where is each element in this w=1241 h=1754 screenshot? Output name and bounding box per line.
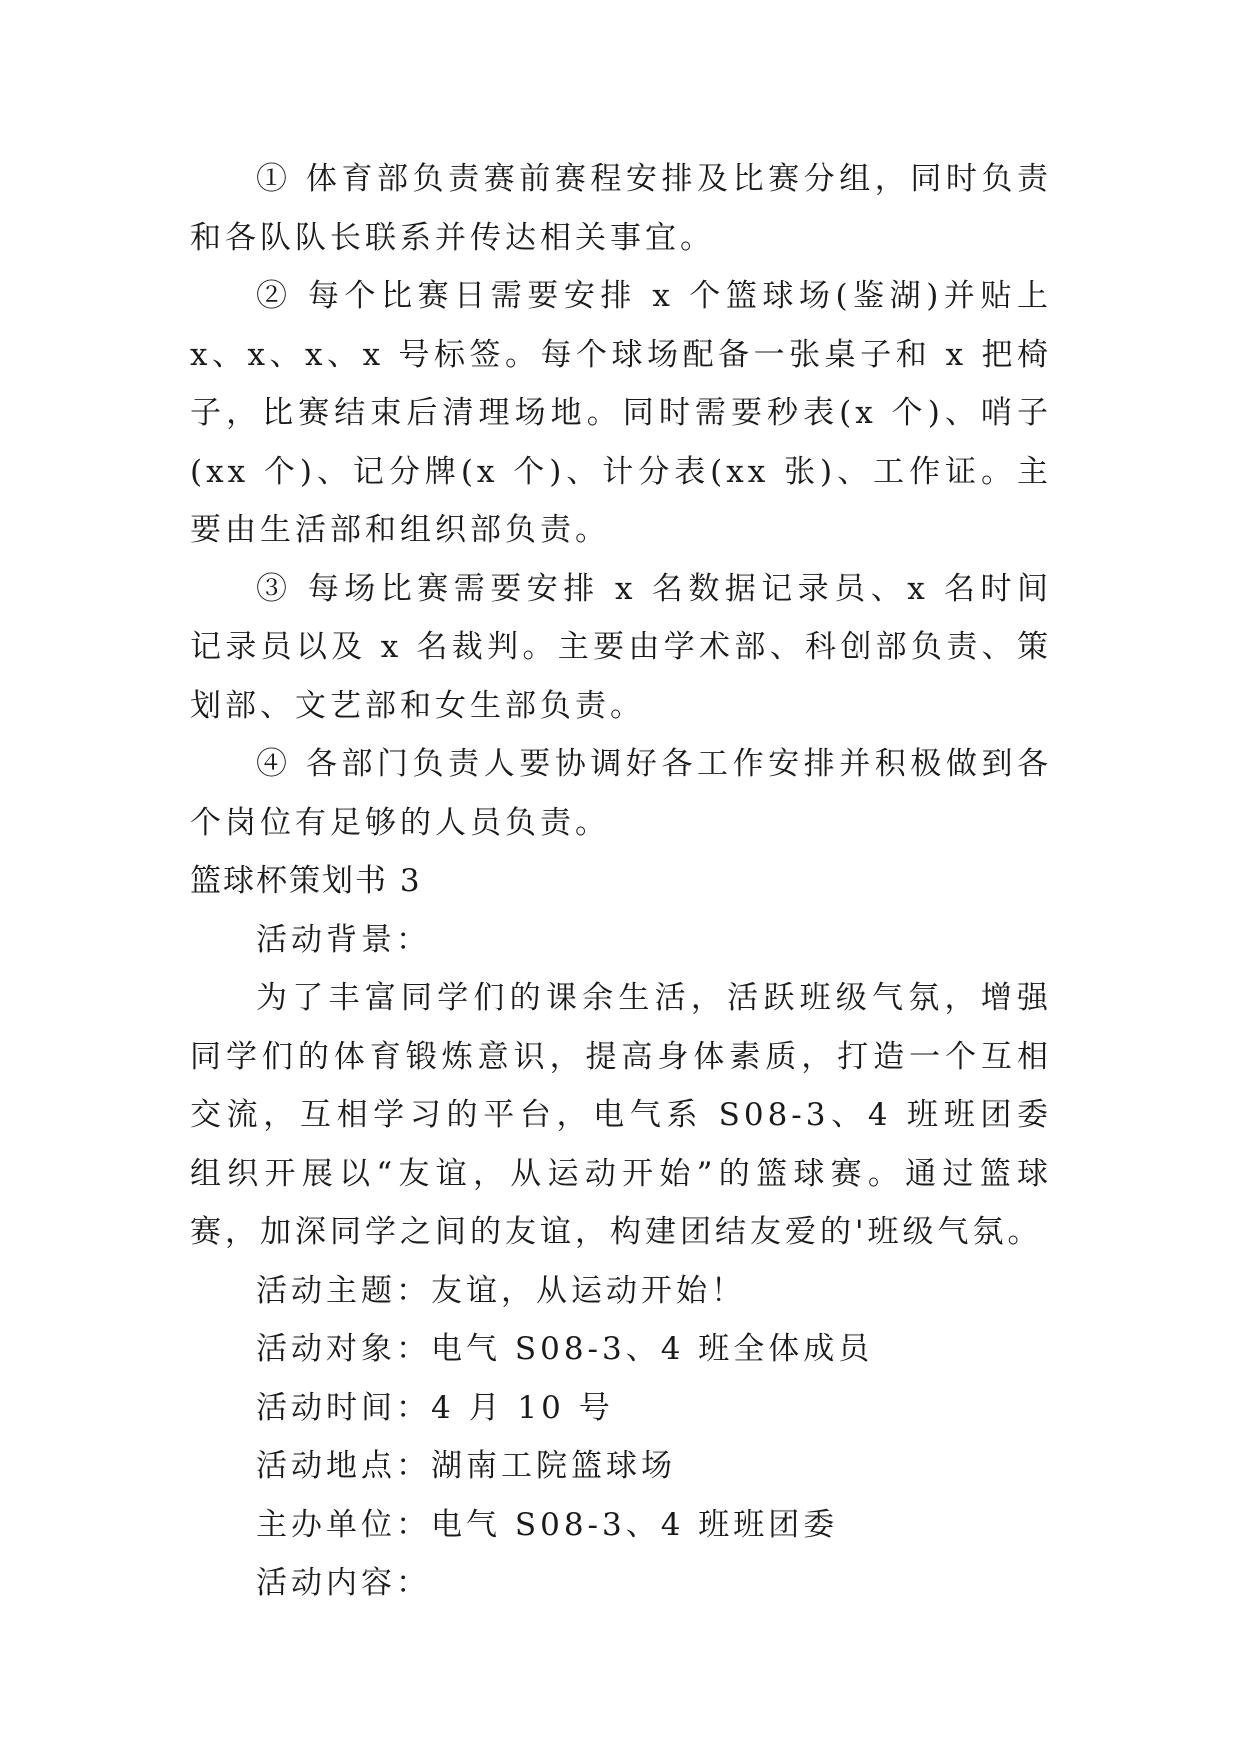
document-page: [190, 150, 1052, 1613]
activity-theme: 活动主题：友谊，从运动开始！: [256, 1272, 746, 1309]
paragraph-2: ② 每个比赛日需要安排 x 个篮球场(鉴湖)并贴上 x、x、x、x 号标签。每个球场配备一张桌子和 x 把椅子，比赛结束后清理场地。同时需要秒表(x 个)、哨子(xx 个)、记分牌(x 个)、计分表(xx 张)、工作证。主要由生活部和组织部负责。: [190, 278, 1052, 548]
activity-time: 活动时间：4 月 10 号: [256, 1389, 614, 1426]
activity-content-label: 活动内容：: [256, 1565, 431, 1601]
section-title: 篮球杯策划书 3: [190, 863, 422, 899]
activity-target: 活动对象：电气 S08-3、4 班全体成员: [256, 1331, 874, 1367]
paragraph-1: ① 体育部负责赛前赛程安排及比赛分组，同时负责和各队队长联系并传达相关事宜。: [190, 161, 1052, 256]
background-label: 活动背景：: [256, 921, 431, 958]
activity-organizer: 主办单位：电气 S08-3、4 班班团委: [256, 1506, 839, 1543]
paragraph-4: ④ 各部门负责人要协调好各工作安排并积极做到各个岗位有足够的人员负责。: [190, 746, 1052, 841]
activity-location: 活动地点：湖南工院篮球场: [256, 1448, 676, 1484]
background-text: 为了丰富同学们的课余生活，活跃班级气氛，增强同学们的体育锻炼意识，提高身体素质，打造一个互相交流，互相学习的平台，电气系 S08-3、4 班班团委组织开展以“友谊，从运动开始”的篮球赛。通过篮球赛，加深同学之间的友谊，构建团结友爱的'班级气氛。: [190, 980, 1052, 1250]
paragraph-3: ③ 每场比赛需要安排 x 名数据记录员、x 名时间记录员以及 x 名裁判。主要由学术部、科创部负责、策划部、文艺部和女生部负责。: [190, 570, 1052, 724]
